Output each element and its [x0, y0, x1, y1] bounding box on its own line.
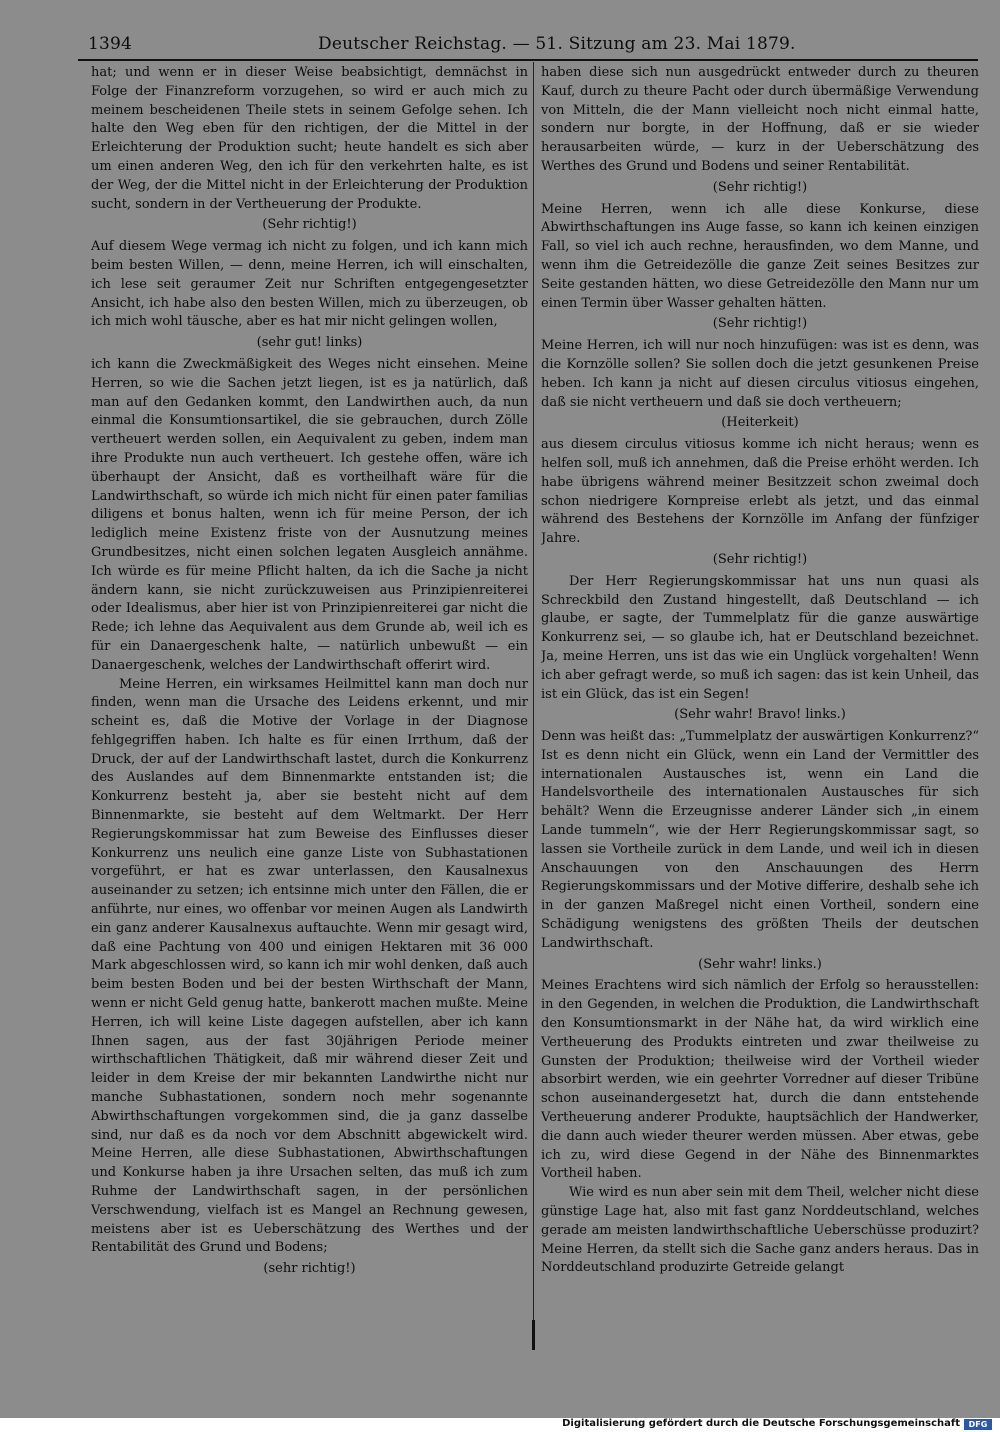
paragraph: Meine Herren, ich will nur noch hinzufügen: was ist es denn, was die Kornzölle sollen? Sie sollen doch die jetzt gesunkenen Preise heben. Ich kann ja nicht auf diesen circulus vitiosus eingehen, daß sie nicht vertheuern und daß sie doch vertheuern; — [541, 338, 979, 410]
margin-mark — [532, 1320, 535, 1350]
paragraph: Denn was heißt das: „Tummelplatz der auswärtigen Konkurrenz?“ Ist es denn nicht ein Glück, wenn ein Land der Vermittler des internationalen Austausches ist, wenn ein Land die Handelsvortheile des internationalen Austausches für sich behält? Wenn die Erzeugnisse anderer Länder sich „in einem Lande tummeln“, wie der Herr Regierungskommissar sagt, so lassen sie Vortheile zurück in dem Lande, und weil ich in diesen Anschauungen von den Anschauungen des Herrn Regierungskommissars und der Motive differire, deshalb sehe ich in der ganzen Maßregel nicht einen Vortheil, sondern eine Schädigung wenigstens des größten Theils der deutschen Landwirthschaft. — [541, 729, 979, 951]
footer — [0, 1418, 1000, 1432]
paragraph: Meine Herren, ein wirksames Heilmittel kann man doch nur finden, wenn man die Ursache des Leidens erkennt, und mir scheint es, daß die Motive der Vorlage in der Diagnose fehlgegriffen haben. Ich halte es für einen Irrthum, daß der Druck, der auf der Landwirthschaft lastet, durch die Konkurrenz des Auslandes auf dem Binnenmarkte entstanden ist; die Konkurrenz besteht ja, aber sie besteht nicht auf dem Binnenmarkte, sie besteht auf dem Weltmarkt. Der Herr Regierungskommissar hat zum Beweise des Einflusses dieser Konkurrenz uns neulich eine ganze Liste von Subhastationen vorgeführt, er hat es zwar unterlassen, den Kausalnexus auseinander zu setzen; ich entsinne mich unter den Fällen, die er anführte, nur eines, wo offenbar vor meinen Augen als Landwirth ein ganz anderer Kausalnexus auftauchte. Wenn mir gesagt wird, daß eine Pachtung von 400 und einigen Hektaren mit 36 000 Mark abgeschlossen wird, so kann ich mir wohl denken, daß auch beim besten Boden und bei der besten Wirthschaft der Mann, wenn er nicht Geld genug hatte, bankerott machen mußte. Meine Herren, ich will keine Liste dagegen aufstellen, aber ich kann Ihnen sagen, aus der fast 30jährigen Periode meiner wirthschaftlichen Thätigkeit, daß mir während dieser Zeit und leider in dem Kreise der mir bekannten Landwirthe nicht nur manche Subhastationen, sondern noch mehr sogenannte Abwirthschaftungen vorgekommen sind, die ja ganz dasselbe sind, nur daß es da noch vor dem Abschnitt abgewickelt wird. Meine Herren, alle diese Subhastationen, Abwirthschaftungen und Konkurse haben ja ihre Ursachen selten, das muß ich zum Ruhme der Landwirthschaft sagen, in der persönlichen Verschwendung, vielfach ist es Mangel an Rechnung gewesen, meistens aber ist es Ueberschätzung des Werthes und der Rentabilität des Grund und Bodens; — [91, 676, 528, 1256]
dfg-logo: DFG — [964, 1419, 992, 1430]
paragraph: ich kann die Zweckmäßigkeit des Weges nicht einsehen. Meine Herren, so wie die Sachen jetzt liegen, ist es ja natürlich, daß man auf den Gedanken kommt, den Landwirthen auch, da nun einmal die Konsumtionsartikel, die sie gebrauchen, durch Zölle vertheuert werden sollen, ein Aequivalent zu geben, indem man ihre Produkte nun auch vertheuert. Ich gestehe offen, wäre ich überhaupt der Ansicht, daß es vortheilhaft wäre für die Landwirthschaft, so würde ich mich nicht für einen pater familias diligens et bonus halten, wenn ich für meine Person, der ich lediglich meine Existenz friste von der Ausnutzung meines Grundbesitzes, nicht einen solchen legaten Ausgleich annähme. Ich würde es für meine Pflicht halten, da ich die Sache ja nicht ändern kann, sie nicht zurückzuweisen aus Prinzipienreiterei oder Idealismus, aber hier ist von Prinzipienreiterei gar nicht die Rede; ich lehne das Aequivalent aus dem Grunde ab, weil ich es für ein Danaergeschenk halte, — natürlich unbewußt — ein Danaergeschenk, welches der Landwirthschaft offerirt wird. — [91, 356, 528, 673]
running-title: Deutscher Reichstag. — 51. Sitzung am 23. Mai 1879. — [318, 34, 796, 54]
column-divider — [533, 62, 534, 1344]
interjection: (Heiterkeit) — [721, 415, 799, 431]
interjection: (sehr gut! links) — [256, 335, 363, 351]
interjection: (Sehr richtig!) — [712, 551, 808, 567]
right-column — [541, 64, 979, 1360]
page-number: 1394 — [88, 34, 133, 54]
paragraph: hat; und wenn er in dieser Weise beabsichtigt, demnächst in Folge der Finanzreform vorzugehen, so wird er auch mich zu meinem bescheidenen Theile stets in seinem Gefolge sehen. Ich halte den Weg eben für den richtigen, der die Mittel in der Erleichterung der Produktion sucht; heute handelt es sich aber um einen anderen Weg, den ich für den verkehrten halte, es ist der Weg, der die Mittel nicht in der Erleichterung der Produktion sucht, sondern in der Vertheuerung der Produkte. — [91, 65, 528, 212]
left-column — [91, 64, 528, 1360]
paragraph: Meines Erachtens wird sich nämlich der Erfolg so herausstellen: in den Gegenden, in welchen die Produktion, die Landwirthschaft den Konsumtionsmarkt in der Nähe hat, da wird wirklich eine Vertheuerung des Produkts eintreten und zwar theilweise zu Gunsten der Produktion; theilweise wird der Vortheil wieder absorbirt werden, wie ein geehrter Vorredner auf dieser Tribüne schon auseinandergesetzt hat, durch die dann entstehende Vertheuerung anderer Produkte, hauptsächlich der Handwerker, die dann auch wieder theurer werden müssen. Aber etwas, gebe ich zu, wird diese Gegend in der Nähe des Binnenmarktes Vortheil haben. — [541, 978, 979, 1182]
interjection: (sehr richtig!) — [263, 1261, 356, 1277]
interjection: (Sehr richtig!) — [712, 316, 808, 332]
paragraph: aus diesem circulus vitiosus komme ich nicht heraus; wenn es helfen soll, muß ich annehmen, daß die Preise erhöht werden. Ich habe übrigens während meiner Besitzzeit schon zweimal doch schon niedrigere Kornpreise erlebt als jetzt, und das einmal während des Bestehens der Kornzölle im Anfang der fünfziger Jahre. — [541, 437, 979, 547]
interjection: (Sehr wahr! links.) — [698, 956, 822, 972]
header-rule — [78, 59, 978, 61]
paragraph: Auf diesem Wege vermag ich nicht zu folgen, und ich kann mich beim besten Willen, — denn, meine Herren, ich will einschalten, ich lese seit geraumer Zeit nur Schriften entgegengesetzter Ansicht, ich habe also den besten Willen, mich zu überzeugen, ob ich mich wohl täusche, aber es hat mir nicht gelingen wollen, — [91, 239, 528, 330]
interjection: (Sehr richtig!) — [262, 217, 357, 233]
paragraph: haben diese sich nun ausgedrückt entweder durch zu theuren Kauf, durch zu theure Pacht oder durch übermäßige Verwendung von Mitteln, die der Mann vielleicht noch nicht einmal hatte, sondern nur borgte, in der Hoffnung, daß er sie wieder herausarbeiten würde, — kurz in der Ueberschätzung des Werthes des Grund und Bodens und seiner Rentabilität. — [541, 65, 979, 174]
page-header — [78, 30, 978, 60]
paragraph: Wie wird es nun aber sein mit dem Theil, welcher nicht diese günstige Lage hat, also mit fast ganz Norddeutschland, welches gerade am meisten landwirthschaftliche Ueberschüsse produzirt? Meine Herren, da stellt sich die Sache ganz anders heraus. Das in Norddeutschland produzirte Getreide gelangt — [541, 1185, 979, 1276]
paragraph: Meine Herren, wenn ich alle diese Konkurse, diese Abwirthschaftungen ins Auge fasse, so kann ich keinen einzigen Fall, so viel ich auch rechne, herausfinden, wo dem Manne, und wenn ihm die Getreidezölle die ganze Zeit seines Besitzes zur Seite gestanden hätten, wo diese Getreidezölle den Mann nur um einen Termin über Wasser gehalten hätten. — [541, 201, 979, 311]
digitization-credit: Digitalisierung gefördert durch die Deutsche Forschungsgemeinschaft — [562, 1418, 960, 1429]
interjection: (Sehr richtig!) — [712, 179, 808, 195]
interjection: (Sehr wahr! Bravo! links.) — [674, 707, 846, 723]
paragraph: Der Herr Regierungskommissar hat uns nun quasi als Schreckbild den Zustand hingestellt, daß Deutschland — ich glaube, er sagte, der Tummelplatz für die ganze auswärtige Konkurrenz sei, — so glaube ich, hat er Deutschland bezeichnet. Ja, meine Herren, uns ist das wie ein Unglück vorgehalten! Wenn ich aber gefragt werde, so muß ich sagen: das ist kein Unheil, das ist ein Glück, das ist ein Segen! — [541, 573, 979, 702]
